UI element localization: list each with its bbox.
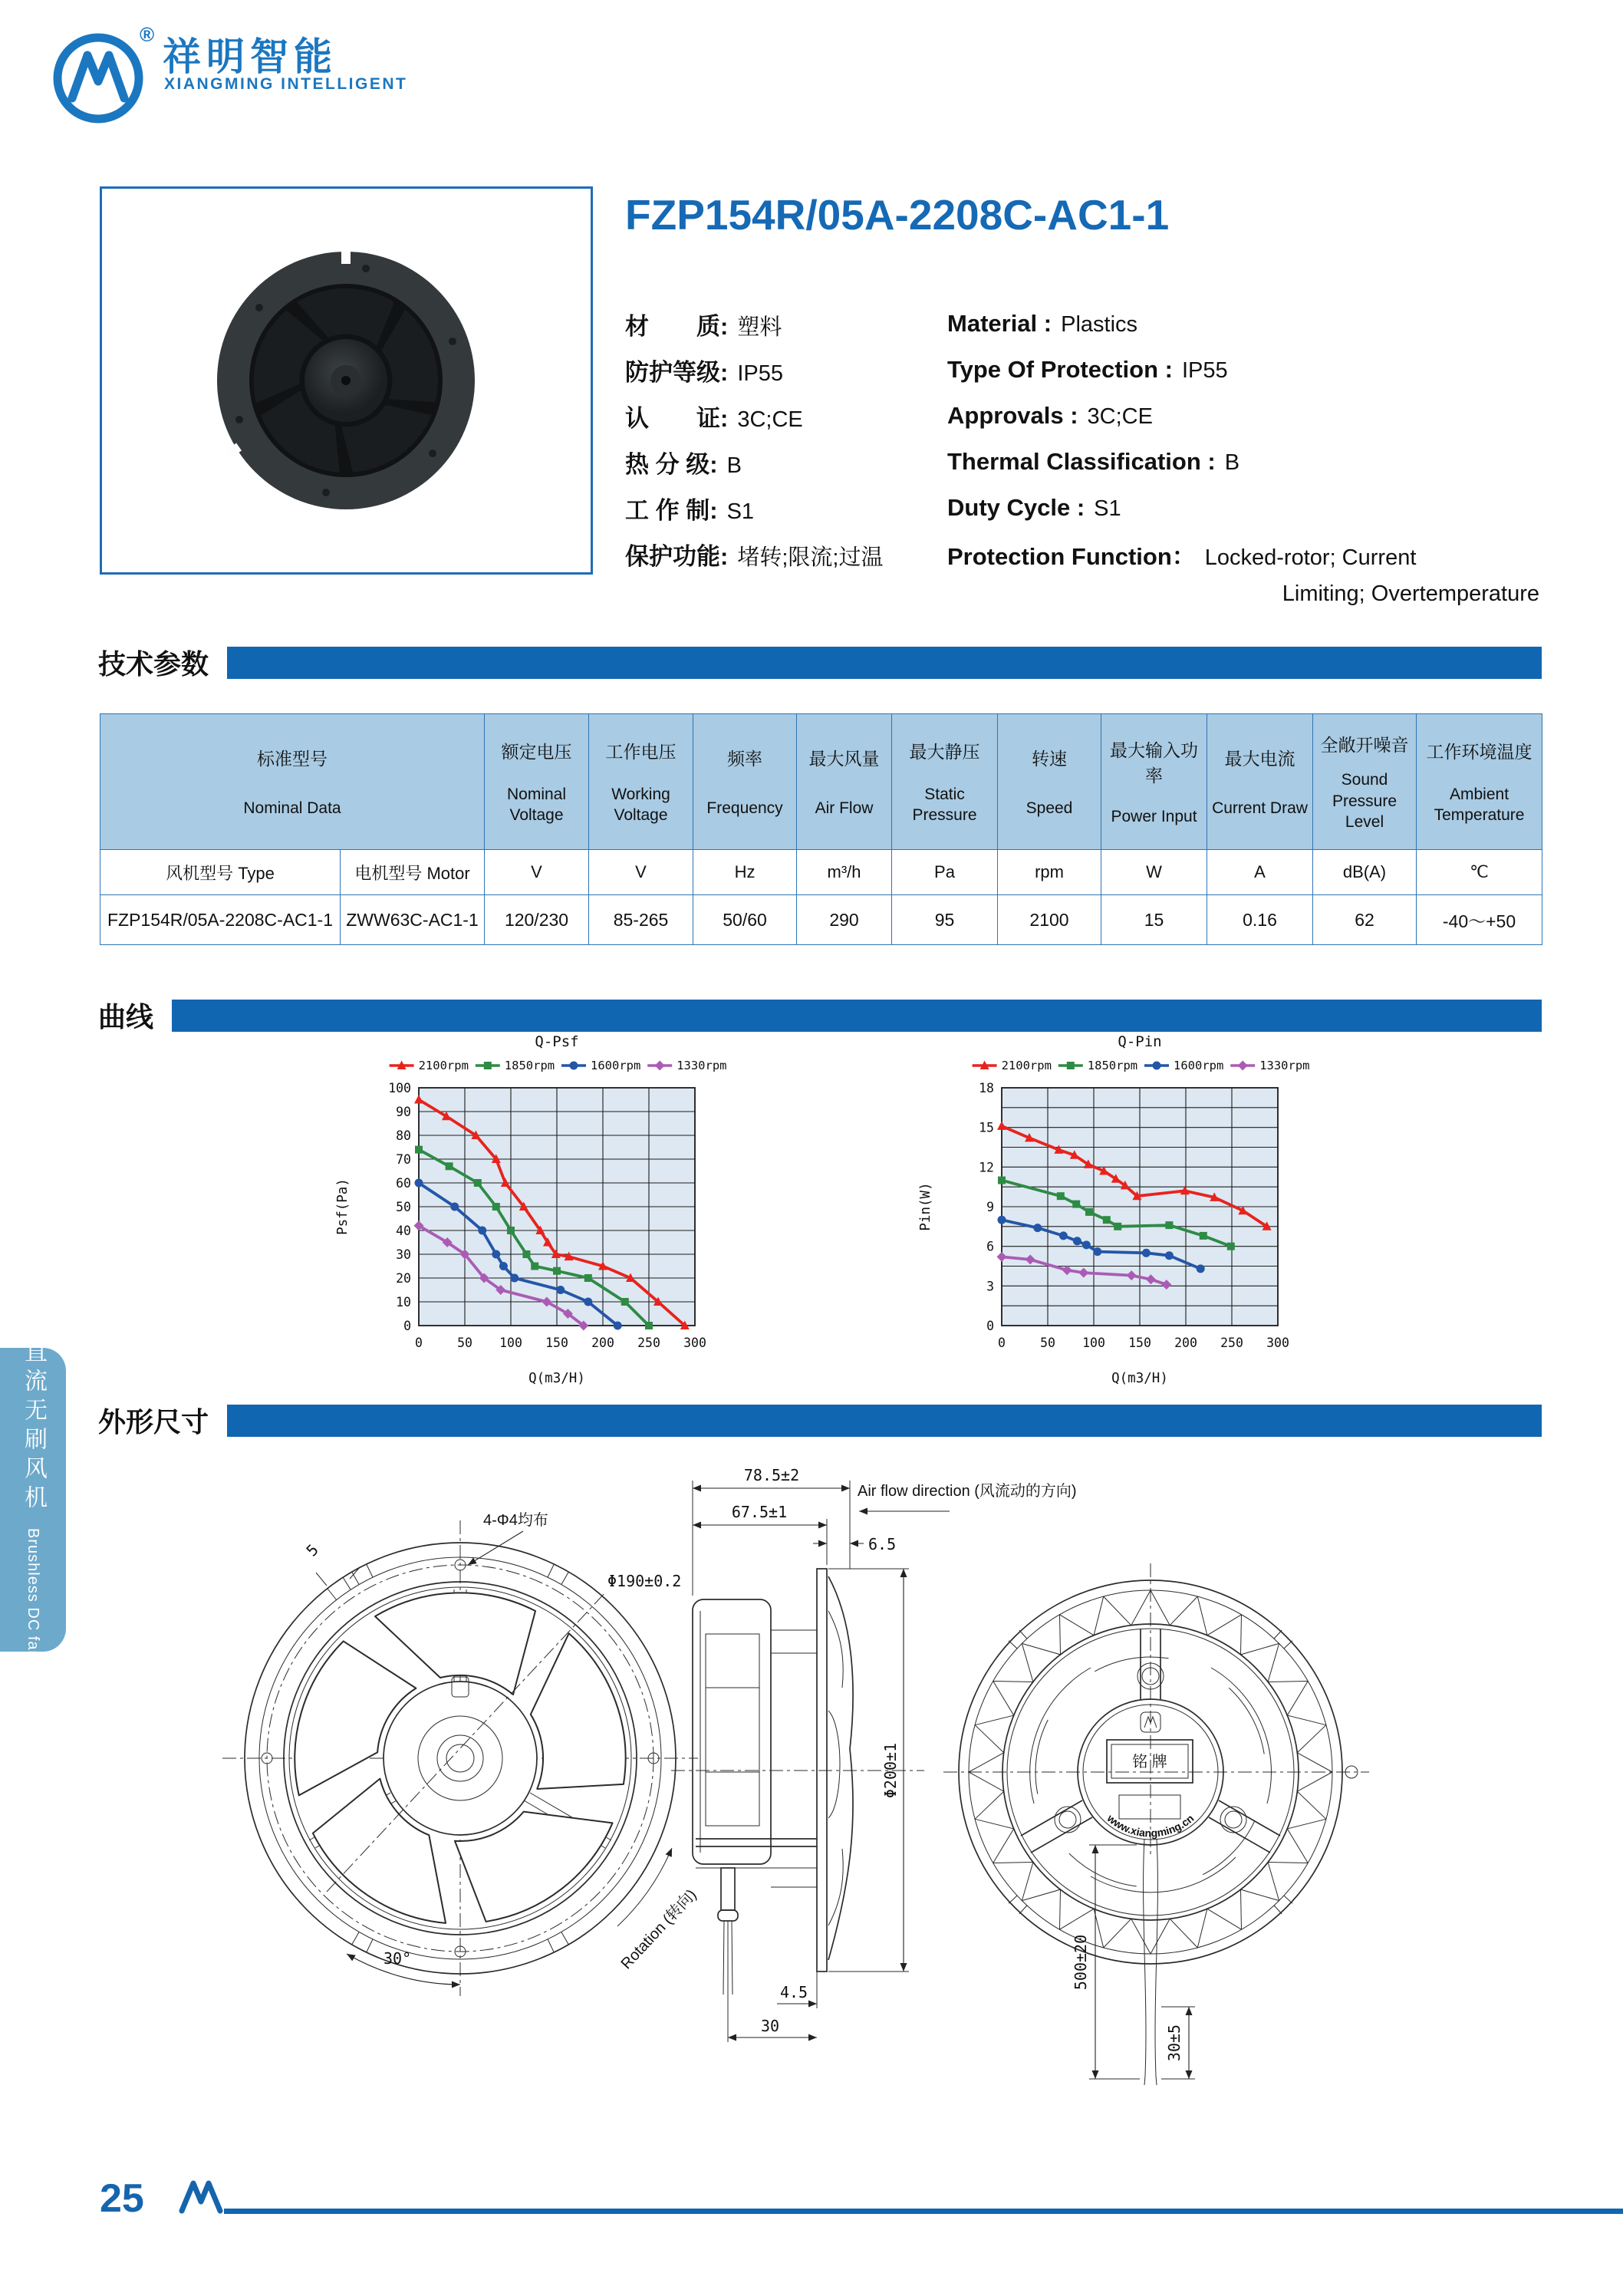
spec-row-protection-class [625, 347, 1542, 393]
sidebar-label-zh: 直流无刷风机 [21, 1339, 46, 1515]
unit-cell: A [1207, 850, 1313, 895]
svg-text:80: 80 [396, 1128, 411, 1143]
header-col [693, 714, 797, 850]
table-data-row [100, 895, 1542, 945]
svg-text:Q(m3/H): Q(m3/H) [1111, 1371, 1168, 1386]
dim-side-flange-gap: 6.5 [868, 1535, 897, 1553]
company-logo-icon [44, 15, 167, 130]
unit-cell: Pa [892, 850, 998, 895]
svg-text:1850rpm: 1850rpm [1087, 1059, 1138, 1072]
svg-text:150: 150 [1128, 1336, 1151, 1350]
spec-en-label: Thermal Classification : [947, 448, 1216, 475]
header-en: Frequency [706, 799, 783, 817]
fan-photo [102, 189, 591, 572]
svg-text:1850rpm: 1850rpm [504, 1059, 555, 1072]
svg-text:Pin(W): Pin(W) [918, 1182, 933, 1231]
header-zh: 转速 [1032, 748, 1068, 769]
dim-side-total: 78.5±2 [743, 1466, 800, 1484]
value-cell: -40～+50 [1417, 895, 1542, 945]
spec-zh-value: 堵转;限流;过温 [737, 545, 884, 570]
dim-side-airflow: Air flow direction (风流动的方向) [858, 1483, 1077, 1500]
spec-zh-value: S1 [726, 499, 755, 524]
spec-zh-label: 材 质: [625, 312, 729, 340]
drawing-side-view [671, 1466, 1077, 2042]
header-zh: 最大静压 [909, 741, 980, 762]
spec-zh-label: 工 作 制: [625, 496, 718, 524]
svg-text:2100rpm: 2100rpm [1001, 1059, 1052, 1072]
chart-q-psf [328, 1029, 758, 1390]
spec-zh-value: 3C;CE [737, 407, 803, 432]
header-en: Speed [1025, 799, 1073, 817]
header-zh: 额定电压 [501, 741, 572, 762]
unit-cell: V [589, 850, 693, 895]
spec-en-value: S1 [1094, 496, 1121, 521]
svg-text:0: 0 [415, 1336, 423, 1350]
svg-text:10: 10 [396, 1295, 411, 1309]
section-header-tech-params [98, 643, 1542, 682]
header-zh: 最大电流 [1224, 748, 1295, 769]
product-photo-frame [100, 186, 593, 575]
svg-text:Q(m3/H): Q(m3/H) [528, 1371, 585, 1386]
svg-text:Psf(Pa): Psf(Pa) [335, 1178, 351, 1235]
header-col [797, 714, 892, 850]
svg-text:15: 15 [979, 1120, 994, 1135]
header-zh: 工作环境温度 [1426, 741, 1532, 762]
header-en: Nominal Voltage [507, 785, 567, 824]
svg-text:18: 18 [979, 1081, 994, 1095]
spec-zh-label: 保护功能: [625, 542, 729, 570]
spec-zh-value: IP55 [737, 361, 783, 386]
spec-en-value: IP55 [1181, 358, 1228, 383]
registered-mark: ® [140, 23, 155, 46]
dim-front-notch: 5 [302, 1540, 322, 1560]
header-zh: 最大风量 [808, 748, 880, 769]
spec-list [625, 301, 1542, 607]
header-col [1417, 714, 1542, 850]
spec-en-label: Protection Function： [947, 542, 1196, 570]
value-cell: 290 [797, 895, 892, 945]
sidebar-label-en: Brushless DC fan [25, 1528, 41, 1660]
spec-row-duty-cycle [625, 485, 1542, 531]
header-en: Sound Pressure Level [1332, 771, 1397, 831]
header-col [485, 714, 589, 850]
product-model-title: FZP154R/05A-2208C-AC1-1 [625, 191, 1170, 239]
svg-text:50: 50 [396, 1200, 411, 1214]
svg-text:30: 30 [396, 1247, 411, 1262]
spec-en-value: Locked-rotor; Current [1204, 545, 1417, 570]
tech-params-table [100, 713, 1542, 945]
svg-text:300: 300 [1266, 1336, 1289, 1350]
dim-front-rotation: Rotation (转向) [617, 1886, 700, 1973]
svg-text:0: 0 [403, 1319, 411, 1333]
value-cell: 50/60 [693, 895, 797, 945]
rear-nameplate-label: 铭 牌 [1132, 1754, 1167, 1771]
drawing-rear-view [943, 1563, 1369, 2085]
svg-text:70: 70 [396, 1152, 411, 1167]
header-en: Air Flow [815, 799, 874, 817]
section-title: 技术参数 [98, 648, 209, 680]
value-cell: 85-265 [589, 895, 693, 945]
spec-zh-label: 热 分 级: [625, 450, 718, 478]
section-bar [227, 647, 1542, 679]
value-fan-type: FZP154R/05A-2208C-AC1-1 [100, 895, 341, 945]
unit-cell: dB(A) [1313, 850, 1417, 895]
value-motor: ZWW63C-AC1-1 [341, 895, 485, 945]
header-en: Current Draw [1212, 799, 1308, 817]
svg-text:200: 200 [591, 1336, 614, 1350]
svg-text:100: 100 [1082, 1336, 1105, 1350]
dim-rear-strip-length: 30±5 [1165, 2024, 1184, 2062]
svg-text:3: 3 [986, 1279, 994, 1294]
brand-name-zh: 祥明智能 [163, 35, 337, 78]
header-zh: 最大输入功率 [1110, 740, 1199, 786]
spec-row-thermal-class [625, 439, 1542, 485]
svg-text:12: 12 [979, 1160, 994, 1175]
dim-front-angle: 30° [384, 1949, 412, 1968]
table-header-row [100, 714, 1542, 850]
svg-text:1600rpm: 1600rpm [1174, 1059, 1224, 1072]
value-cell: 0.16 [1207, 895, 1313, 945]
spec-en-value: 3C;CE [1087, 404, 1153, 429]
svg-text:Q-Psf: Q-Psf [535, 1033, 579, 1050]
header-en: Power Input [1111, 807, 1197, 825]
svg-text:250: 250 [637, 1336, 660, 1350]
unit-cell: rpm [998, 850, 1101, 895]
svg-text:1330rpm: 1330rpm [677, 1059, 727, 1072]
drawing-front-view [222, 1511, 700, 1996]
svg-text:0: 0 [998, 1336, 1006, 1350]
svg-text:150: 150 [545, 1336, 568, 1350]
spec-row-approvals [625, 393, 1542, 439]
header-nominal-data [100, 714, 485, 850]
svg-text:1330rpm: 1330rpm [1259, 1059, 1310, 1072]
section-title: 曲线 [98, 1001, 154, 1033]
header-en: Nominal Data [243, 799, 341, 817]
header-en: Working Voltage [611, 785, 670, 824]
subheader-motor: 电机型号 Motor [341, 850, 485, 895]
svg-text:200: 200 [1174, 1336, 1197, 1350]
svg-text:20: 20 [396, 1271, 411, 1286]
svg-text:250: 250 [1220, 1336, 1243, 1350]
dimension-drawing [100, 1458, 1542, 2148]
dim-side-block: 30 [760, 2017, 780, 2035]
header-col [892, 714, 998, 850]
header-zh: 频率 [727, 748, 763, 769]
dim-side-body: 67.5±1 [731, 1503, 788, 1521]
svg-text:100: 100 [388, 1081, 411, 1095]
spec-zh-label: 防护等级: [625, 358, 729, 386]
section-bar [227, 1405, 1542, 1437]
page-number: 25 [100, 2176, 144, 2221]
spec-en-label: Material : [947, 310, 1052, 337]
svg-text:Q-Pin: Q-Pin [1118, 1033, 1162, 1050]
brand-name-en: XIANGMING INTELLIGENT [164, 75, 408, 93]
svg-text:40: 40 [396, 1224, 411, 1238]
header-zh: 标准型号 [257, 748, 328, 769]
header-col [1207, 714, 1313, 850]
spec-row-protection-function [625, 531, 1542, 577]
dim-side-plate: 4.5 [779, 1983, 808, 2001]
svg-text:9: 9 [986, 1200, 994, 1214]
value-cell: 2100 [998, 895, 1101, 945]
unit-cell: ℃ [1417, 850, 1542, 895]
spec-en-value-wrap: Limiting; Overtemperature [1282, 581, 1539, 606]
spec-row-material [625, 301, 1542, 347]
unit-cell: m³/h [797, 850, 892, 895]
svg-text:100: 100 [499, 1336, 522, 1350]
spec-en-label: Duty Cycle : [947, 494, 1085, 521]
header-zh: 全敞开噪音 [1320, 734, 1409, 755]
svg-text:60: 60 [396, 1176, 411, 1191]
section-title: 外形尺寸 [98, 1406, 209, 1438]
value-cell: 120/230 [485, 895, 589, 945]
value-cell: 15 [1101, 895, 1207, 945]
header-en: Static Pressure [912, 785, 977, 824]
header-en: Ambient Temperature [1434, 785, 1525, 824]
footer-logo-mark-icon [173, 2179, 229, 2214]
svg-text:0: 0 [986, 1319, 994, 1333]
sidebar-tab-brushless-dc-fan [0, 1339, 66, 1660]
dim-front-bolt-note: 4-Φ4均布 [483, 1512, 548, 1529]
table-units-row [100, 850, 1542, 895]
rear-website-label: www.xiangming.cn [1104, 1811, 1197, 1840]
dim-rear-wire-length: 500±20 [1072, 1934, 1090, 1991]
spec-en-label: Type Of Protection : [947, 356, 1173, 383]
svg-text:90: 90 [396, 1105, 411, 1119]
section-bar [172, 1000, 1542, 1032]
svg-text:300: 300 [683, 1336, 706, 1350]
value-cell: 62 [1313, 895, 1417, 945]
value-cell: 95 [892, 895, 998, 945]
spec-en-label: Approvals : [947, 402, 1078, 429]
svg-text:2100rpm: 2100rpm [418, 1059, 469, 1072]
svg-text:50: 50 [1040, 1336, 1055, 1350]
section-header-dimensions [98, 1401, 1542, 1440]
spec-zh-value: 塑料 [737, 315, 782, 340]
spec-zh-label: 认 证: [625, 404, 729, 432]
dim-front-diameter: Φ190±0.2 [607, 1572, 682, 1590]
header-zh: 工作电压 [605, 741, 677, 762]
unit-cell: V [485, 850, 589, 895]
spec-en-value: Plastics [1061, 312, 1138, 337]
header-col [1313, 714, 1417, 850]
dim-side-diameter: Φ200±1 [881, 1742, 900, 1799]
svg-text:1600rpm: 1600rpm [591, 1059, 641, 1072]
svg-text:6: 6 [986, 1239, 994, 1254]
spec-zh-value: B [726, 453, 742, 478]
header-col [998, 714, 1101, 850]
header-col [1101, 714, 1207, 850]
unit-cell: W [1101, 850, 1207, 895]
chart-q-pin [911, 1029, 1341, 1390]
unit-cell: Hz [693, 850, 797, 895]
svg-text:50: 50 [457, 1336, 472, 1350]
subheader-fan-type: 风机型号 Type [100, 850, 341, 895]
header-col [589, 714, 693, 850]
spec-en-value: B [1224, 450, 1240, 475]
footer-rule [224, 2209, 1623, 2214]
